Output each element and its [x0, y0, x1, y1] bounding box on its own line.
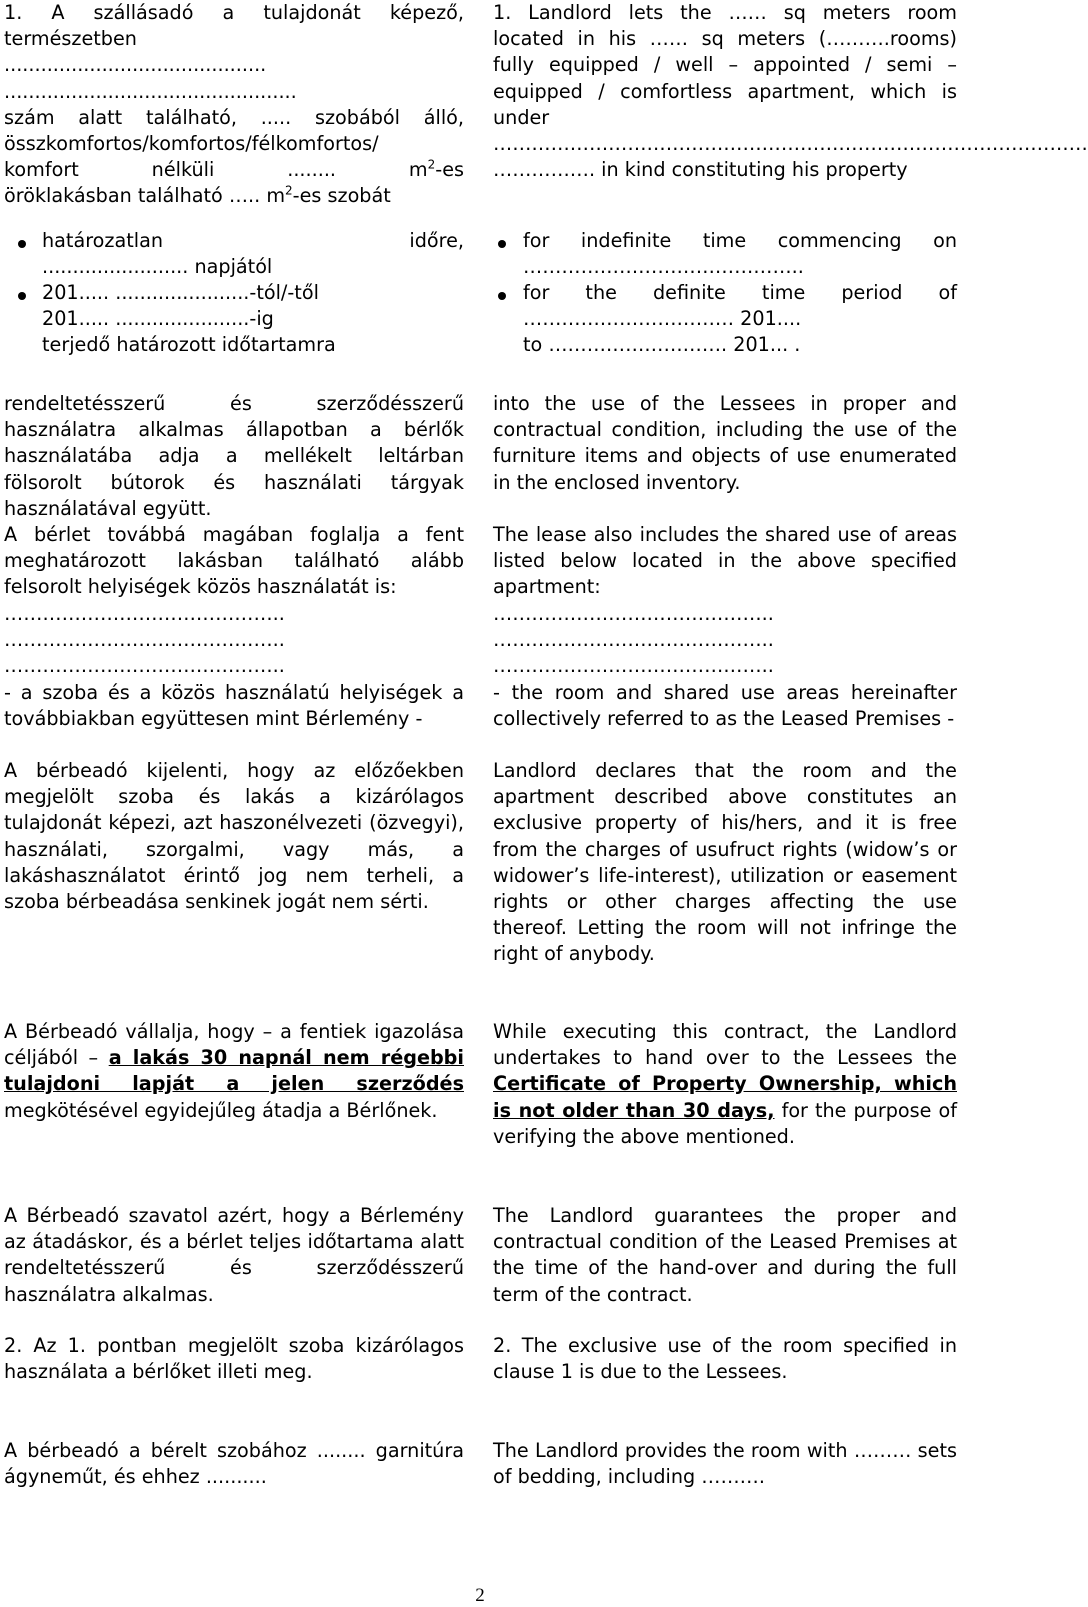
paragraph-clause2-en: 2. The exclusive use of the room specified in clause 1 is due to the Lessees.	[493, 1334, 957, 1384]
text-line: határozatlan időre,	[42, 229, 464, 252]
text-line: természetben	[4, 27, 137, 51]
bullet-icon	[498, 292, 506, 300]
bullet-definite-hu	[42, 280, 464, 359]
text-line: ……………. in kind constituting his property	[493, 158, 908, 182]
paragraph-ownership-certificate-hu: A Bérbeadó vállalja, hogy – a fentiek igazolása céljából – a lakás 30 napnál nem régebbi tulajdoni lapját a jelen szerződés megkötésével egyidejűleg átadja a Bérlőnek.	[4, 1020, 464, 1122]
text-line: 201..... ......................-tól/-től	[42, 281, 319, 304]
bullet-indefinite-en	[523, 228, 957, 280]
text-line: szám alatt található, ..... szobából álló,	[4, 105, 464, 129]
paragraph-landlord-declaration-hu: A bérbeadó kijelenti, hogy az előzőekben megjelölt szoba és lakás a kizárólagos tulajdonát képezi, azt haszonélvezeti (özvegyi), használati, szorgalmi, vagy más, a lakáshasználatot érintő jog nem terheli, a szoba bérbeadása senkinek jogát nem sérti.	[4, 759, 464, 914]
dotted-fill-line: ……………………………………..	[493, 628, 774, 651]
text-line: for indefinite time commencing on	[523, 229, 957, 252]
dotted-fill-line: …………………………………………………………………………………	[493, 132, 1088, 156]
dotted-fill-line: ……………………………………..	[493, 654, 774, 677]
paragraph-ownership-certificate-en: While executing this contract, the Landlord undertakes to hand over to the Lessees the Certificate of Property Ownership, which is not older than 30 days, for the purpose of verifying the above mentioned.	[493, 1020, 957, 1148]
dotted-fill-line: ................................................	[4, 79, 297, 103]
paragraph-leased-premises-hu: - a szoba és a közös használatú helyiségek a továbbiakban együttesen mint Bérlemény -	[4, 681, 464, 731]
text-line: for the definite time period of	[523, 281, 957, 304]
text-line: terjedő határozott időtartamra	[42, 333, 336, 357]
paragraph-clause2-hu: 2. Az 1. pontban megjelölt szoba kizárólagos használata a bérlőket illeti meg.	[4, 1334, 464, 1384]
text-line: to ………………………. 201... .	[523, 333, 801, 357]
section1-intro-hu	[4, 0, 464, 210]
paragraph-leased-premises-en: - the room and shared use areas hereinafter collectively referred to as the Leased Premises -	[493, 681, 957, 731]
text-block: 1. Landlord lets the …… sq meters room located in his …… sq meters (……….rooms) fully equipped / well – appointed / semi – equipped / comfortless apartment, which is under	[493, 1, 957, 129]
dotted-fill-line: ……………………………………..	[4, 628, 285, 651]
text-line: öröklakásban található ….. $m^2-es$ szobát	[4, 184, 391, 208]
paragraph-use-condition-hu: rendeltetésszerű és szerződésszerű használatra alkalmas állapotban a bérlők használatába adja a mellékelt leltárban fölsorolt bútorok és használati tárgyak használatával együtt.	[4, 392, 464, 520]
bullet-icon	[18, 240, 26, 248]
text-line: ........................ napjától	[42, 255, 273, 279]
dotted-fill-line: ...........................................	[4, 53, 267, 77]
text-line: 1. A szállásadó a tulajdonát képező,	[4, 1, 464, 24]
dotted-fill-line: ……………………………………..	[493, 602, 774, 625]
text-line: 201..... ......................-ig	[42, 307, 274, 331]
paragraph-shared-areas-hu: A bérlet továbbá magában foglalja a fent meghatározott lakásban található alább felsorolt helyiségek közös használatát is:	[4, 523, 464, 599]
bullet-definite-en	[523, 280, 957, 359]
hungarian-column	[4, 0, 464, 1560]
english-column	[493, 0, 1088, 1560]
text-line: …………………………… 201....	[523, 307, 802, 331]
dotted-fill-line: ……………………………………..	[4, 654, 285, 677]
paragraph-shared-areas-en: The lease also includes the shared use of areas listed below located in the above specified apartment:	[493, 523, 957, 599]
bullet-icon	[498, 240, 506, 248]
paragraph-bedding-en: The Landlord provides the room with ……… sets of bedding, including ……….	[493, 1439, 957, 1489]
paragraph-use-condition-en: into the use of the Lessees in proper and contractual condition, including the use of the furniture items and objects of use enumerated in the enclosed inventory.	[493, 392, 957, 494]
page-number: 2	[475, 1585, 485, 1606]
bullet-icon	[18, 292, 26, 300]
section1-intro-en	[493, 0, 1088, 183]
dotted-fill-line: ……………………………………..	[4, 602, 285, 625]
text-line: ……………………………………..	[523, 255, 804, 279]
paragraph-bedding-hu: A bérbeadó a bérelt szobához ........ garnitúra ágyneműt, és ehhez ..........	[4, 1439, 464, 1489]
text-line: komfort nélküli ........ $m^2-es$	[4, 157, 464, 182]
bullet-indefinite-hu	[42, 228, 464, 280]
text-line: összkomfortos/komfortos/félkomfortos/	[4, 132, 379, 156]
paragraph-guarantee-en: The Landlord guarantees the proper and contractual condition of the Leased Premises at the time of the hand-over and during the full term of the contract.	[493, 1204, 957, 1306]
paragraph-guarantee-hu: A Bérbeadó szavatol azért, hogy a Bérlemény az átadáskor, és a bérlet teljes időtartama alatt rendeltetésszerű és szerződésszerű használatra alkalmas.	[4, 1204, 464, 1306]
paragraph-landlord-declaration-en: Landlord declares that the room and the apartment described above constitutes an exclusive property of his/hers, and it is free from the charges of usufruct rights (widow’s or widower’s life-interest), utilization or easement rights or other charges affecting the use thereof. Letting the room will not infringe the right of anybody.	[493, 759, 957, 966]
